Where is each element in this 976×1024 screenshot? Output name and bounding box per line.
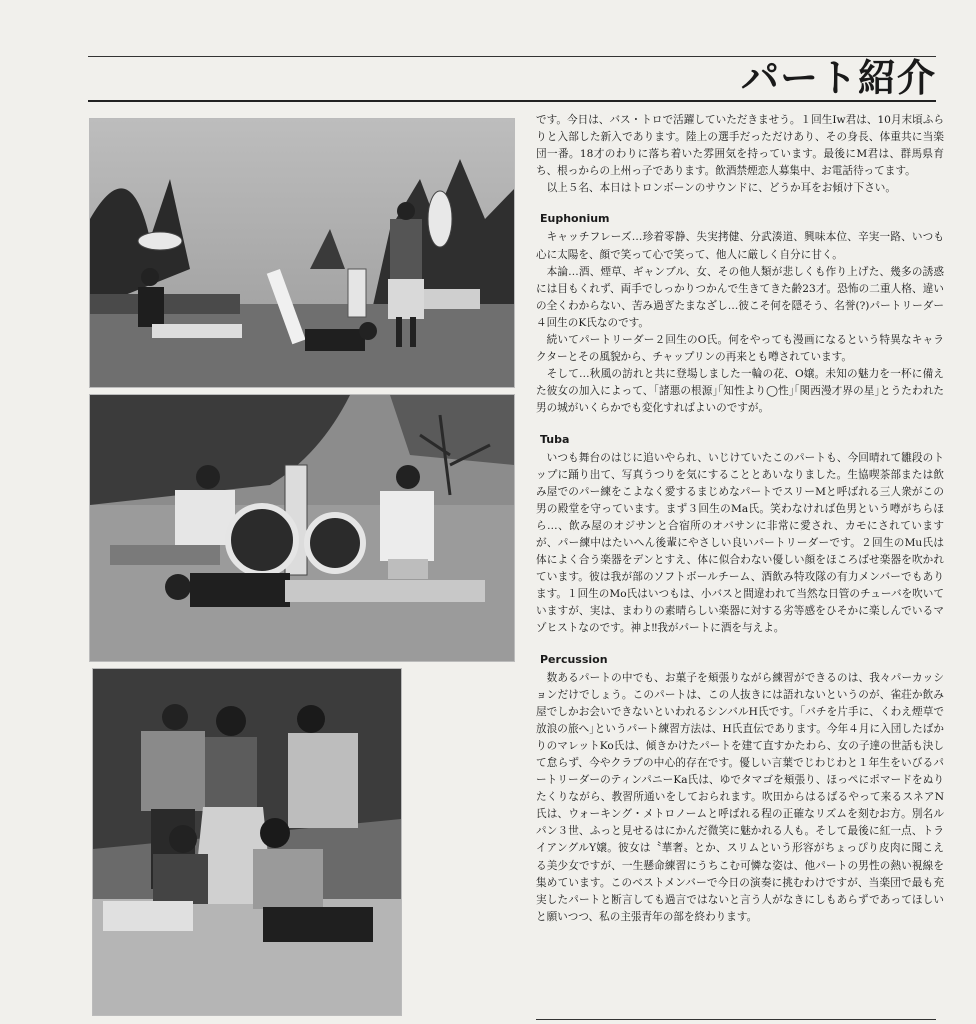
footer-rule [536,1019,936,1020]
paragraph: 数あるパートの中でも、お菓子を頬張りながら練習ができるのは、我々パーカッションだけでしょう。このパートは、この人抜きには語れないというのが、雀荘か飲み屋でしかお会いできないといわれるシンバルH氏です。｢バチを片手に、くわえ煙草で放浪の旅へ｣というパート練習方法は、H氏直伝であります。今年４月に入団したばかりのマレットKo氏は、傾きかけたパートを建て直すかたわら、女の子達の世話も決して怠らず、今やクラブの中心的存在です。優しい言葉でじわじわと１年生をいびるパートリーダーのティンパニーKa氏は、ゆでタマゴを頬張り、ほっぺにポマードをぬりたくりながら、教習所通いをしておられます。吹田からはるばるやって来るスネアN氏は、ウォーキング・メトロノームと呼ばれる程の正確なリズムを刻むお方。別名ルパン３世、ふっと見せるはにかんだ微笑に魅かれる人も。そして最後に紅一点、トライアングルY嬢。彼女は〝華奢〟とか、スリムという形容がちょっぴり皮肉に聞こえる美少女ですが、一生懸命練習にうちこむ可憐な姿は、他パートの男性の熱い視線を集めています。このベストメンバーで今日の演奏に挑むわけですが、当楽団で最も充実したパートと断言しても過言ではないと言う人がなきにしもあらずであってほしいと願いつつ、私の主張青年の部を終わります。 [536,671,944,923]
paragraph: キャッチフレーズ…珍着零静、失実拷健、分武湊道、興味本位、辛実一路、いつも心に太陽を、顔で笑って心で笑って、他人に厳しく自分に甘く。 [536,231,944,261]
page-title: パート紹介 [740,56,936,100]
section-heading-tuba: Tuba [540,432,570,446]
paragraph: 続いてパートリーダー２回生のO氏。何をやっても漫画になるという特異なキャラクターとその風貌から、チャップリンの再来とも噂されています。 [536,334,944,364]
article-text [536,112,944,1017]
header-rule-bottom [88,100,936,102]
paragraph: 本論…酒、煙草、ギャンブル、女、その他人類が悲しくも作り上げた、幾多の誘惑には目もくれず、両手でしっかりつかんで生きてきた齢23才。恐怖の二重人格、違いの全くわからない、苦み過ぎたまなざし…彼こそ何を隠そう、名誉(?)パートリーダー４回生のK氏なのです。 [536,265,944,329]
photo-tuba-group [89,394,515,662]
paragraph: いつも舞台のはじに追いやられ、いじけていたこのパートも、今回晴れて雛段のトップに踊り出て、写真うつりを気にすることとあいなりました。生協喫茶部または飲み屋でのパー練をこよなく愛するまじめなパートでスリーMと呼ばれる三人衆がこの男の殿堂を守っています。まず３回生のMa氏。笑わなければ色男という噂がちらほら…、飲み屋のオジサンと合宿所のオバサンに非常に愛され、カモにされていますが、パー練中はたいへん後輩にやさしい良いパートリーダーです。２回生のMu氏は体によく合う楽器をデンとすえ、体に似合わない優しい顔をほころばせ楽器を吹かれています。彼は我が部のソフトボールチーム、酒飲み特攻隊の有力メンバーでもあります。１回生のMo氏はいつもは、小バスと間違われて当然な日管のチューバを吹いていますが、実は、まわりの素晴らしい楽器に対する劣等感をひそかに楽しんでいるマゾヒストなのです。神よ‼我がパートに酒を与えよ。 [536,451,944,635]
intro-paragraph: 以上５名、本日はトロンボーンのサウンドに、どうか耳をお傾け下さい。 [546,182,896,195]
intro-paragraph: です。今日は、バス・トロで活躍していただきませう。１回生Iw君は、10月末頃ふらりと入部した新入であります。陸上の選手だっただけあり、その身長、体重共に当楽団一番。18才のわりに落ち着いた雰囲気を持っています。最後にM君は、群馬県育ち、根っからの上州っ子であります。飲酒禁煙恋人募集中、お電話待ってます。 [536,114,944,178]
photo-percussion-group [92,668,402,1016]
paragraph: そして…秋風の訪れと共に登場しました一輪の花、O嬢。未知の魅力を一杯に備えた彼女の加入によって、｢諸悪の根源｣｢知性より◯性｣｢関西漫才界の星｣とうたわれた男の城がいくらかでも変化すればよいのですが。 [536,368,944,415]
section-heading-euphonium: Euphonium [540,212,610,226]
photo-euphonium-group [89,118,515,388]
section-heading-percussion: Percussion [540,652,608,666]
